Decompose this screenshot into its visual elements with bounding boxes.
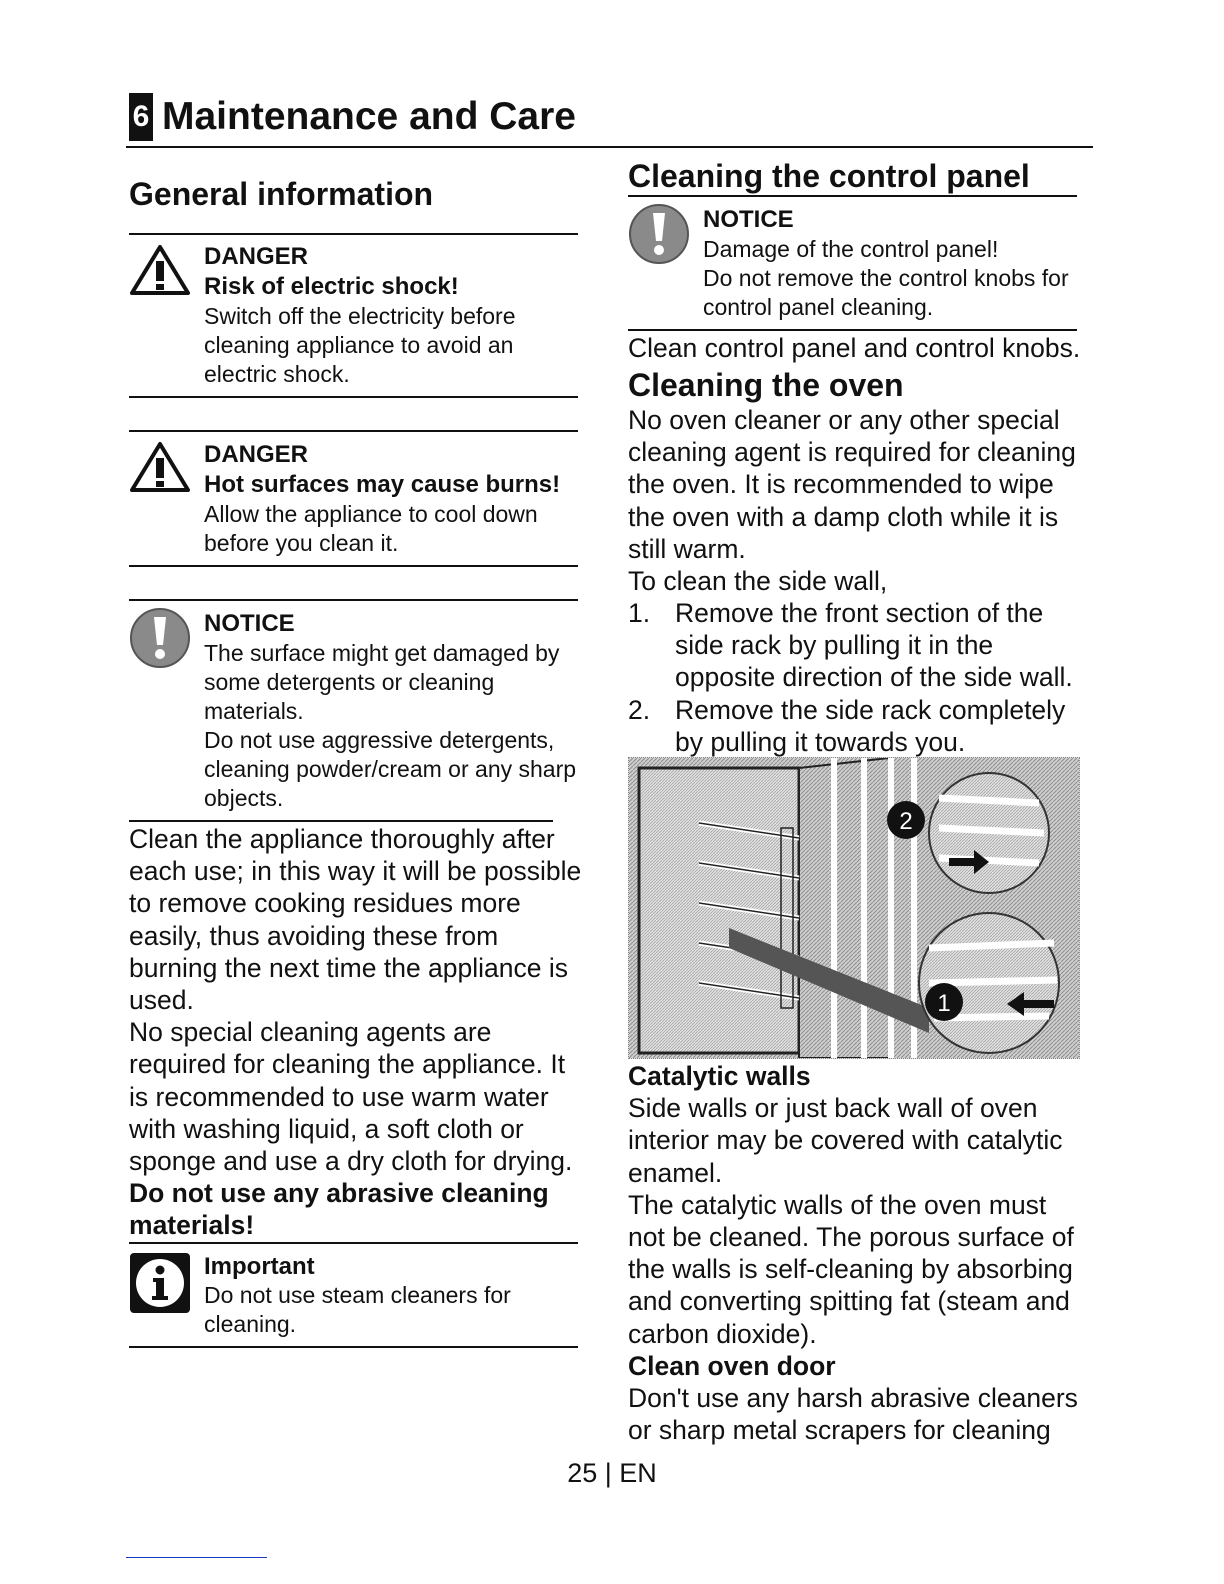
- general-information-heading: General information: [129, 176, 434, 212]
- danger-title: DANGER: [204, 441, 309, 468]
- cleaning-paragraph-2: No special cleaning agents are required for cleaning the appliance. It is recommended to use warm water with washing liquid, a soft cloth or sponge and use a dry cloth for drying.: [129, 1017, 573, 1177]
- footer-rule: [126, 1557, 267, 1558]
- chapter-number: 6: [129, 93, 153, 141]
- page-number: 25 | EN: [567, 1458, 657, 1488]
- catalytic-heading: Catalytic walls: [628, 1061, 811, 1091]
- step-item: 1. Remove the front section of the side rack by pulling it in the opposite direction of the side wall.: [628, 598, 1073, 693]
- cleaning-control-panel-heading: Cleaning the control panel: [628, 158, 1030, 194]
- divider: [129, 599, 578, 601]
- divider: [129, 1346, 578, 1348]
- notice-text: [204, 639, 579, 813]
- divider: [129, 565, 578, 567]
- clean-door-heading: Clean oven door: [628, 1350, 836, 1381]
- divider: [129, 233, 578, 235]
- important-title: Important: [204, 1253, 315, 1280]
- danger-title: DANGER: [204, 243, 309, 270]
- oven-paragraph: No oven cleaner or any other special cleaning agent is required for cleaning the oven. It is recommended to wipe the oven with a damp cloth while it is still warm.: [628, 405, 1076, 564]
- divider: [129, 820, 553, 822]
- important-text: Do not use steam cleaners for cleaning.: [204, 1282, 511, 1337]
- cleaning-paragraph-1: Clean the appliance thoroughly after each use; in this way it will be possible to remove cooking residues more easily, thus avoiding these from burning the next time the appliance is used.: [129, 824, 582, 1016]
- panel-text: Clean control panel and control knobs.: [628, 333, 1081, 363]
- danger-subtitle: Risk of electric shock!: [204, 273, 459, 300]
- clean-door-paragraph: Don't use any harsh abrasive cleaners or sharp metal scrapers for cleaning: [628, 1383, 1078, 1446]
- notice-title: NOTICE: [703, 206, 794, 233]
- divider: [628, 195, 1077, 197]
- warning-triangle-icon: [129, 244, 191, 296]
- notice-text-1: Damage of the control panel!: [703, 236, 999, 262]
- divider: [129, 1242, 578, 1244]
- side-rack-illustration: [628, 757, 1080, 1059]
- oven-body: [628, 404, 1083, 597]
- warning-triangle-icon: [129, 441, 191, 493]
- callout-1: 1: [937, 990, 951, 1017]
- notice-text: [703, 235, 1073, 322]
- notice-text-2: Do not use aggressive detergents, cleaning powder/cream or any sharp objects.: [204, 727, 577, 811]
- steps-list: [628, 597, 1088, 758]
- side-wall-intro: To clean the side wall,: [628, 566, 888, 597]
- catalytic-paragraph-1: Side walls or just back wall of oven interior may be covered with catalytic enamel.: [628, 1093, 1063, 1188]
- divider: [628, 329, 1077, 331]
- exclamation-circle-icon: [628, 203, 690, 265]
- danger-text: Switch off the electricity before cleaning appliance to avoid an electric shock.: [204, 303, 516, 387]
- info-icon: [129, 1252, 191, 1314]
- step-item: 2. Remove the side rack completely by pulling it towards you.: [628, 694, 1066, 757]
- header-rule: [126, 146, 1093, 148]
- divider: [129, 396, 578, 398]
- notice-text-2: Do not remove the control knobs for control panel cleaning.: [703, 265, 1069, 320]
- abrasive-warning: Do not use any abrasive cleaning materials!: [129, 1178, 549, 1241]
- catalytic-paragraph-2: The catalytic walls of the oven must not be cleaned. The porous surface of the walls is self-cleaning by absorbing and converting spitting fat (steam and carbon dioxide).: [628, 1189, 1074, 1349]
- divider: [129, 430, 578, 432]
- cleaning-oven-heading: Cleaning the oven: [628, 367, 904, 403]
- side-rack-drawing: [629, 758, 1079, 1058]
- exclamation-circle-icon: [129, 607, 191, 669]
- left-body: [129, 823, 589, 1242]
- callout-2: 2: [899, 808, 913, 835]
- danger-subtitle: Hot surfaces may cause burns!: [204, 471, 561, 498]
- danger-text: Allow the appliance to cool down before you clean it.: [204, 501, 538, 556]
- notice-text-1: The surface might get damaged by some detergents or cleaning materials.: [204, 640, 560, 724]
- catalytic-section: [628, 1060, 1083, 1446]
- chapter-title: Maintenance and Care: [162, 95, 576, 138]
- notice-title: NOTICE: [204, 610, 295, 637]
